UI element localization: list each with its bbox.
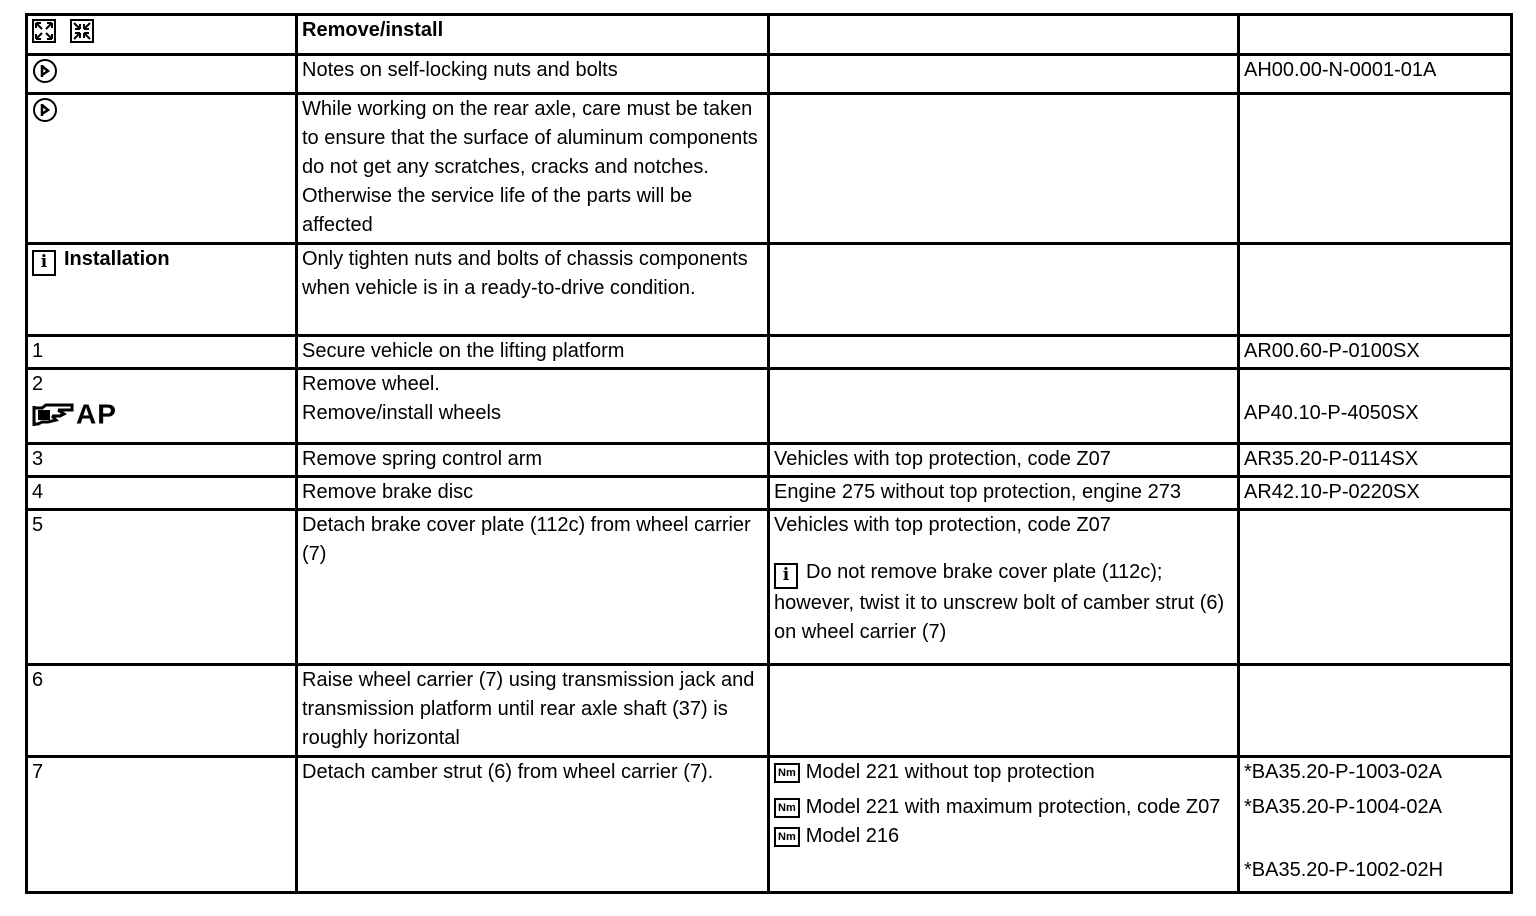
- table-row: [27, 477, 1512, 510]
- installation-label: Installation: [64, 248, 170, 270]
- step-text: Raise wheel carrier (7) using transmission jack and transmission platform until rear axle shaft (37) is roughly horizontal: [297, 665, 769, 757]
- step-text: Remove wheel.: [302, 373, 440, 395]
- step-number-cell: [27, 369, 297, 444]
- step-text: Detach camber strut (6) from wheel carrier (7).: [297, 757, 769, 893]
- step-condition-cell: [769, 510, 1239, 665]
- section-title: Remove/install: [297, 15, 769, 55]
- step-condition: Vehicles with top protection, code Z07: [769, 444, 1239, 477]
- table-row: [27, 444, 1512, 477]
- step-reference[interactable]: AR00.60-P-0100SX: [1239, 336, 1512, 369]
- installation-empty-cell: [769, 244, 1239, 336]
- torque-cell: [769, 757, 1239, 893]
- info-icon: i: [32, 250, 56, 276]
- step-condition: Vehicles with top protection, code Z07: [774, 514, 1111, 536]
- table-row: [27, 336, 1512, 369]
- step-reference[interactable]: [1239, 510, 1512, 665]
- note-icon-cell: [27, 55, 297, 94]
- note-text: Notes on self-locking nuts and bolts: [297, 55, 769, 94]
- note-empty-cell: [769, 55, 1239, 94]
- collapse-icon[interactable]: [70, 19, 94, 43]
- installation-empty-cell: [1239, 244, 1512, 336]
- step-reference[interactable]: AR42.10-P-0220SX: [1239, 477, 1512, 510]
- info-icon: i: [774, 563, 798, 589]
- step-reference[interactable]: [1239, 665, 1512, 757]
- torque-item: [774, 793, 1233, 822]
- note-text: While working on the rear axle, care must be taken to ensure that the surface of aluminum components do not get any scratches, cracks and notches. Otherwise the service life of the parts will be affected: [297, 94, 769, 244]
- step-number: 6: [27, 665, 297, 757]
- torque-icon: Nm: [774, 798, 800, 818]
- warning-icon: [32, 58, 58, 84]
- table-row-note: [27, 55, 1512, 94]
- step-note: [774, 558, 1233, 647]
- procedure-table: [25, 13, 1513, 894]
- torque-reference[interactable]: *BA35.20-P-1004-02A: [1244, 796, 1442, 818]
- table-row-header: [27, 15, 1512, 55]
- table-row: [27, 510, 1512, 665]
- step-number: 5: [27, 510, 297, 665]
- step-condition: [769, 665, 1239, 757]
- torque-reference-cell: [1239, 757, 1512, 893]
- table-row-note: [27, 94, 1512, 244]
- table-row-installation: [27, 244, 1512, 336]
- table-row: [27, 757, 1512, 893]
- step-text: Remove brake disc: [297, 477, 769, 510]
- step-number: 1: [27, 336, 297, 369]
- header-empty-cell: [1239, 15, 1512, 55]
- torque-reference[interactable]: *BA35.20-P-1003-02A: [1244, 761, 1442, 783]
- torque-text: Model 216: [805, 825, 900, 847]
- warning-icon: [32, 97, 58, 123]
- step-number: 4: [27, 477, 297, 510]
- step-subtext: Remove/install wheels: [302, 402, 501, 424]
- torque-item: [774, 822, 1233, 851]
- note-icon-cell: [27, 94, 297, 244]
- step-note-text: Do not remove brake cover plate (112c); however, twist it to unscrew bolt of camber strut (6) on wheel carrier (7): [774, 561, 1225, 643]
- step-condition: [769, 336, 1239, 369]
- note-reference[interactable]: AH00.00-N-0001-01A: [1239, 55, 1512, 94]
- table-row: [27, 369, 1512, 444]
- torque-icon: Nm: [774, 763, 800, 783]
- step-number: 3: [27, 444, 297, 477]
- torque-reference[interactable]: *BA35.20-P-1002-02H: [1244, 859, 1444, 881]
- step-text-cell: [297, 369, 769, 444]
- step-text: Secure vehicle on the lifting platform: [297, 336, 769, 369]
- torque-text: Model 221 without top protection: [805, 761, 1095, 783]
- step-text: Detach brake cover plate (112c) from wheel carrier (7): [297, 510, 769, 665]
- note-empty-cell: [1239, 94, 1512, 244]
- step-reference[interactable]: AR35.20-P-0114SX: [1239, 444, 1512, 477]
- torque-icon: Nm: [774, 827, 800, 847]
- header-icons-cell: [27, 15, 297, 55]
- step-condition: [769, 369, 1239, 444]
- step-number: 7: [27, 757, 297, 893]
- ap-link[interactable]: [32, 399, 291, 430]
- torque-item: [774, 758, 1233, 787]
- torque-text: Model 221 with maximum protection, code Z07: [805, 796, 1221, 818]
- installation-label-cell: [27, 244, 297, 336]
- note-empty-cell: [769, 94, 1239, 244]
- ap-label: AP: [76, 398, 117, 430]
- header-empty-cell: [769, 15, 1239, 55]
- table-row: [27, 665, 1512, 757]
- step-reference[interactable]: AP40.10-P-4050SX: [1244, 402, 1419, 424]
- installation-text: Only tighten nuts and bolts of chassis components when vehicle is in a ready-to-drive condition.: [297, 244, 769, 336]
- step-text: Remove spring control arm: [297, 444, 769, 477]
- step-reference-cell: [1239, 369, 1512, 444]
- step-condition: Engine 275 without top protection, engine 273: [769, 477, 1239, 510]
- expand-icon[interactable]: [32, 19, 56, 43]
- step-number: 2: [32, 373, 44, 395]
- pointing-hand-icon: [32, 402, 76, 428]
